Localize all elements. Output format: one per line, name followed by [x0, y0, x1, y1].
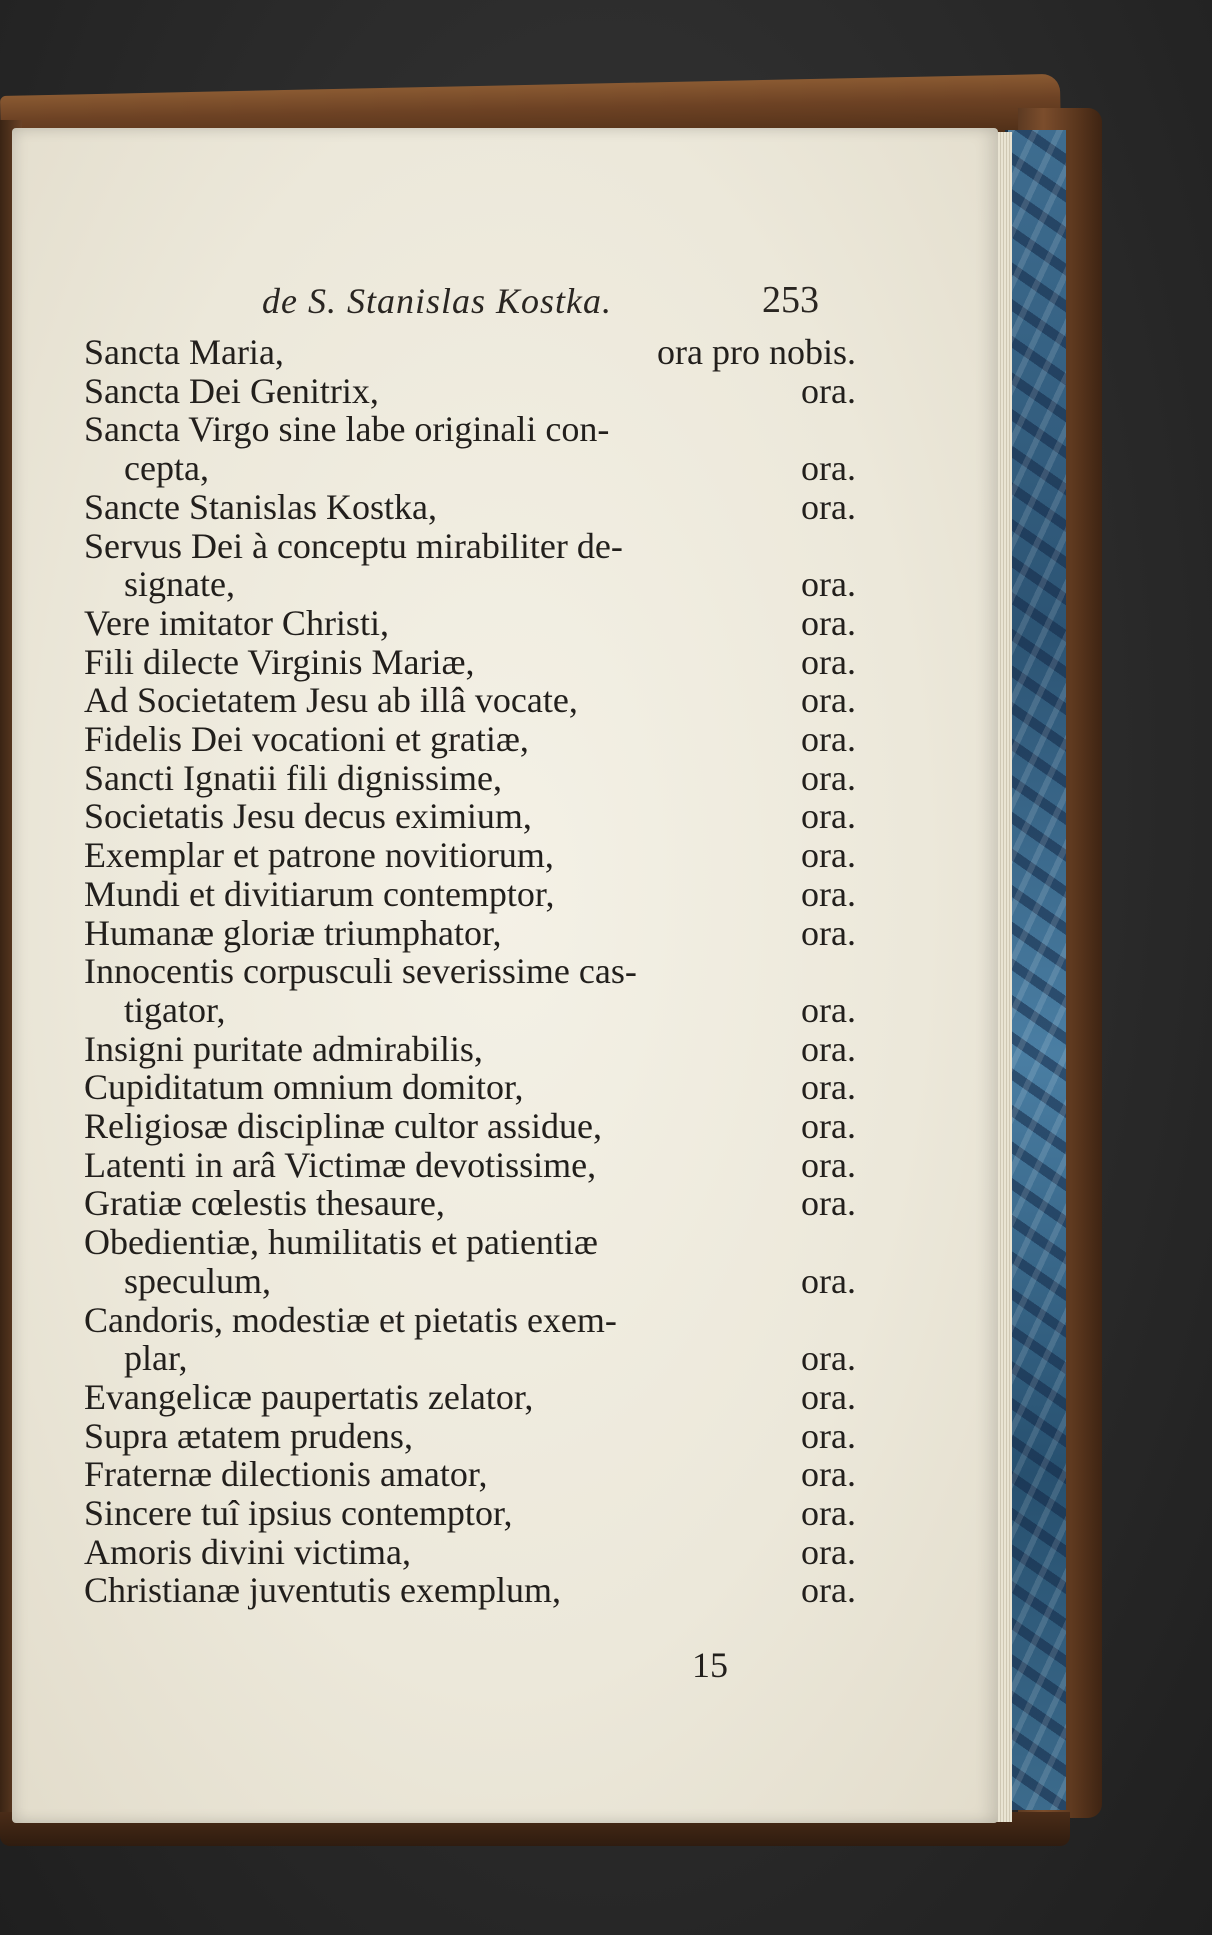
- response-text: ora.: [801, 835, 856, 876]
- response-text: ora.: [801, 1260, 856, 1301]
- response-text: ora.: [801, 1028, 856, 1069]
- invocation-text: Sancta Dei Genitrix,: [84, 370, 379, 411]
- invocation-text: Latenti in arâ Victimæ devotissime,: [84, 1144, 597, 1185]
- litany-line: [84, 448, 856, 488]
- litany-line: [84, 913, 856, 953]
- invocation-text: Fraternæ dilectionis amator,: [84, 1454, 488, 1495]
- litany-line: [84, 1145, 856, 1185]
- litany-line: [84, 1183, 856, 1223]
- litany-line: [84, 564, 856, 604]
- invocation-text: tigator,: [124, 989, 226, 1030]
- litany-line: [84, 1570, 856, 1610]
- running-title: de S. Stanislas Kostka.: [262, 281, 613, 321]
- litany-line: [84, 1067, 856, 1107]
- response-text: ora.: [801, 680, 856, 721]
- response-text: ora.: [801, 1415, 856, 1456]
- litany-line: [84, 796, 856, 836]
- invocation-text: Servus Dei à conceptu mirabiliter de-: [84, 525, 623, 566]
- response-text: ora.: [801, 1570, 856, 1611]
- response-text: ora pro nobis.: [657, 332, 856, 372]
- response-text: ora.: [801, 1106, 856, 1146]
- invocation-text: plar,: [124, 1338, 188, 1379]
- litany-line: [84, 1454, 856, 1494]
- litany-line: [84, 990, 856, 1030]
- response-text: ora.: [801, 1067, 856, 1108]
- litany-line: [84, 719, 856, 759]
- invocation-text: Supra ætatem prudens,: [84, 1415, 413, 1456]
- invocation-text: Cupiditatum omnium domitor,: [84, 1067, 524, 1108]
- litany-line: [84, 951, 856, 991]
- invocation-text: Sancta Maria,: [84, 332, 284, 372]
- invocation-text: Sancte Stanislas Kostka,: [84, 486, 437, 527]
- litany-line: [84, 1416, 856, 1456]
- litany-line: [84, 1106, 856, 1146]
- response-text: ora.: [801, 1454, 856, 1495]
- response-text: ora.: [801, 1376, 856, 1417]
- litany-line: [84, 487, 856, 527]
- invocation-text: Ad Societatem Jesu ab illâ vocate,: [84, 680, 578, 721]
- invocation-text: Evangelicæ paupertatis zelator,: [84, 1376, 534, 1417]
- litany-line: [84, 1029, 856, 1069]
- response-text: ora.: [801, 719, 856, 759]
- response-text: ora.: [801, 486, 856, 527]
- response-text: ora.: [801, 1338, 856, 1379]
- response-text: ora.: [801, 1493, 856, 1533]
- response-text: ora.: [801, 564, 856, 605]
- invocation-text: Religiosæ disciplinæ cultor assidue,: [84, 1106, 602, 1146]
- invocation-text: Candoris, modestiæ et pietatis exem-: [84, 1299, 617, 1340]
- litany-line: [84, 526, 856, 566]
- invocation-text: Insigni puritate admirabilis,: [84, 1028, 483, 1069]
- marbled-edge: [1005, 130, 1070, 1810]
- invocation-text: Obedientiæ, humilitatis et patientiæ: [84, 1222, 598, 1263]
- response-text: ora.: [801, 448, 856, 489]
- response-text: ora.: [801, 873, 856, 914]
- response-text: ora.: [801, 641, 856, 682]
- response-text: ora.: [801, 1144, 856, 1185]
- invocation-text: Sincere tuî ipsius contemptor,: [84, 1493, 513, 1533]
- invocation-text: speculum,: [124, 1260, 271, 1301]
- response-text: ora.: [801, 989, 856, 1030]
- litany-line: [84, 1300, 856, 1340]
- signature-mark: 15: [692, 1645, 728, 1685]
- response-text: ora.: [801, 796, 856, 837]
- invocation-text: Innocentis corpusculi severissime cas-: [84, 951, 637, 992]
- litany-line: [84, 835, 856, 875]
- litany-line: [84, 409, 856, 449]
- invocation-text: Fidelis Dei vocationi et gratiæ,: [84, 719, 529, 759]
- invocation-text: Gratiæ cœlestis thesaure,: [84, 1183, 445, 1224]
- litany-line: [84, 1532, 856, 1572]
- response-text: ora.: [801, 370, 856, 411]
- invocation-text: cepta,: [124, 448, 209, 489]
- response-text: ora.: [801, 1183, 856, 1224]
- litany-line: [84, 1338, 856, 1378]
- invocation-text: signate,: [124, 564, 235, 605]
- litany-line: [84, 758, 856, 798]
- response-text: ora.: [801, 757, 856, 798]
- invocation-text: Sancti Ignatii fili dignissime,: [84, 757, 502, 798]
- invocation-text: Fili dilecte Virginis Mariæ,: [84, 641, 475, 682]
- response-text: ora.: [801, 912, 856, 953]
- litany-line: [84, 1377, 856, 1417]
- invocation-text: Mundi et divitiarum contemptor,: [84, 873, 555, 914]
- litany-line: [84, 332, 856, 372]
- litany-line: [84, 642, 856, 682]
- litany-line: [84, 1222, 856, 1262]
- invocation-text: Societatis Jesu decus eximium,: [84, 796, 532, 837]
- litany-line: [84, 371, 856, 411]
- litany-line: [84, 603, 856, 643]
- response-text: ora.: [801, 602, 856, 643]
- invocation-text: Vere imitator Christi,: [84, 602, 389, 643]
- response-text: ora.: [801, 1531, 856, 1572]
- litany-line: [84, 1261, 856, 1301]
- page-number: 253: [762, 279, 819, 321]
- invocation-text: Sancta Virgo sine labe originali con-: [84, 409, 610, 450]
- litany-line: [84, 1493, 856, 1533]
- invocation-text: Exemplar et patrone novitiorum,: [84, 835, 554, 876]
- litany-line: [84, 680, 856, 720]
- litany-line: [84, 874, 856, 914]
- invocation-text: Amoris divini victima,: [84, 1531, 411, 1572]
- invocation-text: Christianæ juventutis exemplum,: [84, 1570, 561, 1611]
- invocation-text: Humanæ gloriæ triumphator,: [84, 912, 502, 953]
